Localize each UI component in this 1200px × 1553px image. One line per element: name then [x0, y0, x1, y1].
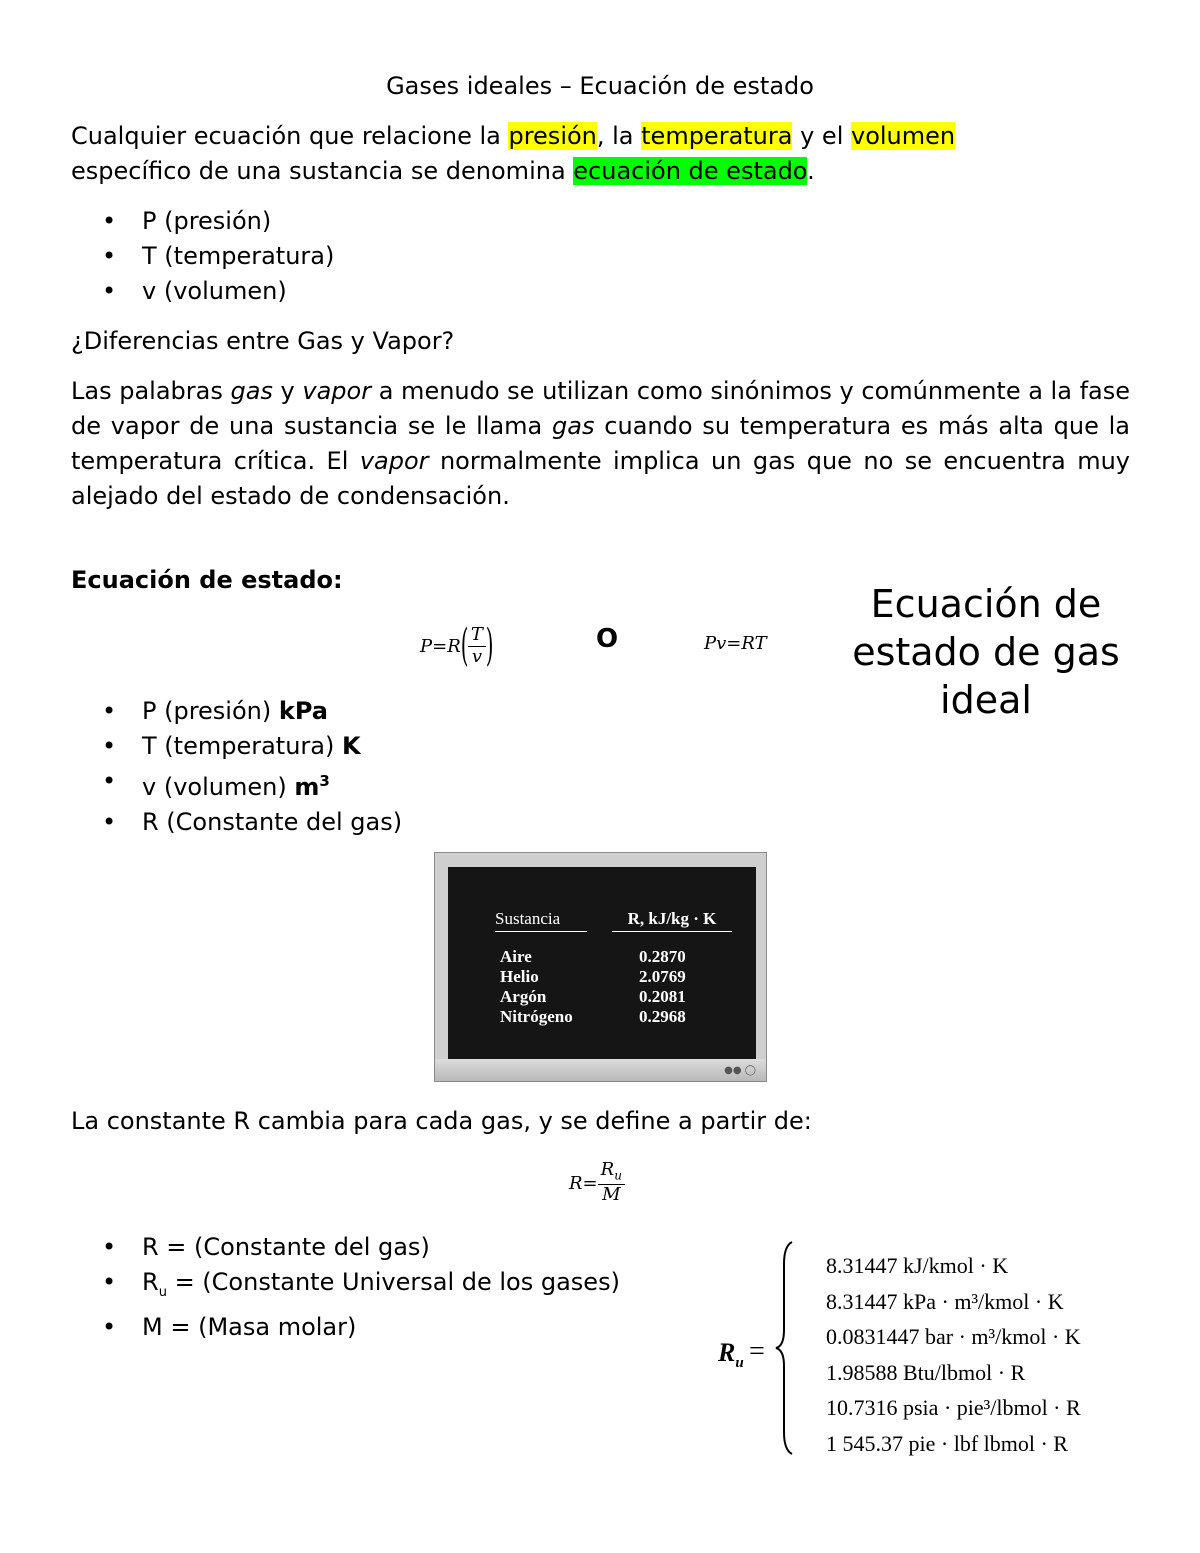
- symbol-subscript: u: [158, 1284, 167, 1300]
- table-header-substance: Sustancia: [495, 909, 587, 932]
- ru-value: 1.98588 Btu/lbmol · R: [826, 1359, 1026, 1385]
- table-cell-value: 0.2081: [639, 987, 686, 1006]
- highlight-temperatura: temperatura: [641, 122, 793, 150]
- list-item: • M = (Masa molar): [71, 1310, 620, 1345]
- list-item: [71, 729, 402, 764]
- variable-name: v (volumen): [142, 773, 295, 801]
- table-substance-column: [500, 947, 573, 1027]
- intro-line-1: [71, 119, 1130, 154]
- list-item: [71, 805, 402, 840]
- fraction-t-over-v: [468, 625, 486, 667]
- intro-text: , la: [596, 122, 642, 150]
- r-definition-sentence: La constante R cambia para cada gas, y se define a partir de:: [71, 1107, 812, 1135]
- constants-list: [71, 1230, 620, 1345]
- ru-letter: R: [718, 1338, 736, 1367]
- table-cell-substance: Aire: [500, 947, 532, 966]
- fraction-ru-over-m: [598, 1160, 625, 1205]
- table-cell-value: 0.2870: [639, 947, 686, 966]
- ru-value: 10.7316 psia · pie³/lbmol · R: [826, 1395, 1081, 1420]
- emphasis-vapor: vapor: [359, 447, 429, 475]
- variable-unit: kPa: [278, 697, 328, 725]
- list-item: [71, 764, 402, 805]
- equation-p-r-t-over-v: [420, 618, 493, 674]
- list-item: • P (presión): [71, 204, 334, 239]
- left-brace-icon: [772, 1240, 800, 1456]
- fraction-numerator: [598, 1160, 625, 1184]
- highlight-presion: presión: [508, 122, 597, 150]
- or-separator: O: [596, 624, 619, 654]
- highlight-ecuacion-de-estado: ecuación de estado: [573, 157, 808, 185]
- table-cell-substance: Nitrógeno: [500, 1007, 573, 1026]
- table-value-column: [639, 947, 686, 1027]
- variable-list: [71, 204, 334, 309]
- fraction-denominator: v: [471, 645, 483, 667]
- equation-pv-rt: Pv=RT: [704, 633, 767, 654]
- variable-name: T (temperatura): [142, 732, 342, 760]
- table-cell-value: 0.2968: [639, 1007, 686, 1026]
- paragraph-text: a menudo se utilizan como sinónimos y comúnmente a la fase de vapor de una sustancia se le llama: [71, 377, 1130, 440]
- ru-value: 1 545.37 pie · lbf lbmol · R: [826, 1430, 1068, 1456]
- variable-name: P (presión): [142, 697, 279, 725]
- emphasis-gas: gas: [552, 412, 595, 440]
- table-cell-substance: Helio: [500, 967, 539, 986]
- intro-text: .: [807, 157, 815, 185]
- left-paren: (: [460, 620, 469, 671]
- highlight-volumen: volumen: [851, 122, 956, 150]
- monitor-buttons-icon: ●● ◯: [724, 1065, 756, 1076]
- table-cell-value: 2.0769: [639, 967, 686, 986]
- table-screen: [448, 867, 756, 1059]
- equation-lhs: R=: [569, 1172, 598, 1194]
- variable-unit: K: [341, 732, 361, 760]
- variable-name: R (Constante del gas): [142, 808, 403, 836]
- gas-vapor-paragraph: [71, 374, 1130, 514]
- variable-unit: m: [294, 773, 320, 801]
- list-item: • v (volumen): [71, 274, 334, 309]
- intro-text: y el: [792, 122, 851, 150]
- equation-r-ru-over-m: [569, 1155, 625, 1211]
- ru-value: 8.31447 kJ/kmol · K: [826, 1253, 1009, 1278]
- paragraph-text: normalmente implica un gas que no se encuentra muy alejado del estado de condensación.: [71, 447, 1130, 510]
- equation-lhs: P=R: [420, 635, 461, 657]
- fraction-denominator: M: [602, 1183, 621, 1205]
- gas-constant-table-image: [434, 852, 767, 1082]
- intro-paragraph: [71, 119, 1130, 189]
- ru-equals: =: [749, 1336, 765, 1367]
- unit-exponent: 3: [319, 772, 330, 790]
- ru-subscript: u: [735, 1355, 744, 1372]
- paragraph-text: cuando su temperatura es más alta que la temperatura crítica. El: [71, 412, 1130, 475]
- table-cell-substance: Argón: [500, 987, 547, 1006]
- symbol: R: [142, 1268, 159, 1296]
- ideal-gas-equation-label: Ecuación de estado de gas ideal: [852, 582, 1120, 722]
- numerator-symbol: R: [600, 1159, 615, 1181]
- ru-value: 8.31447 kPa · m³/kmol · K: [826, 1288, 1064, 1314]
- fraction-numerator: T: [468, 625, 486, 647]
- numerator-subscript: u: [614, 1169, 622, 1184]
- list-item: • R = (Constante del gas): [71, 1230, 620, 1265]
- intro-text: Cualquier ecuación que relacione la: [71, 122, 509, 150]
- paragraph-text: y: [272, 377, 303, 405]
- variable-units-list: [71, 694, 402, 840]
- description: = (Constante Universal de los gases): [166, 1268, 620, 1296]
- table-header-r: R, kJ/kg · K: [612, 909, 732, 932]
- intro-line-2: [71, 154, 1130, 189]
- list-item: [71, 1265, 620, 1310]
- ru-values-list: [826, 1248, 1081, 1461]
- ru-value: 0.0831447 bar · m³/kmol · K: [826, 1324, 1081, 1349]
- state-equation-heading: Ecuación de estado:: [71, 566, 343, 594]
- intro-text: específico de una sustancia se denomina: [71, 157, 574, 185]
- emphasis-gas: gas: [230, 377, 273, 405]
- ru-symbol: [718, 1338, 744, 1372]
- emphasis-vapor: vapor: [302, 377, 372, 405]
- monitor-bottom-bar: [435, 1059, 766, 1081]
- right-paren: ): [485, 620, 494, 671]
- page-title: Gases ideales – Ecuación de estado: [386, 72, 814, 100]
- list-item: [71, 694, 402, 729]
- list-item: • T (temperatura): [71, 239, 334, 274]
- question-heading: ¿Diferencias entre Gas y Vapor?: [71, 327, 455, 355]
- paragraph-text: Las palabras: [71, 377, 231, 405]
